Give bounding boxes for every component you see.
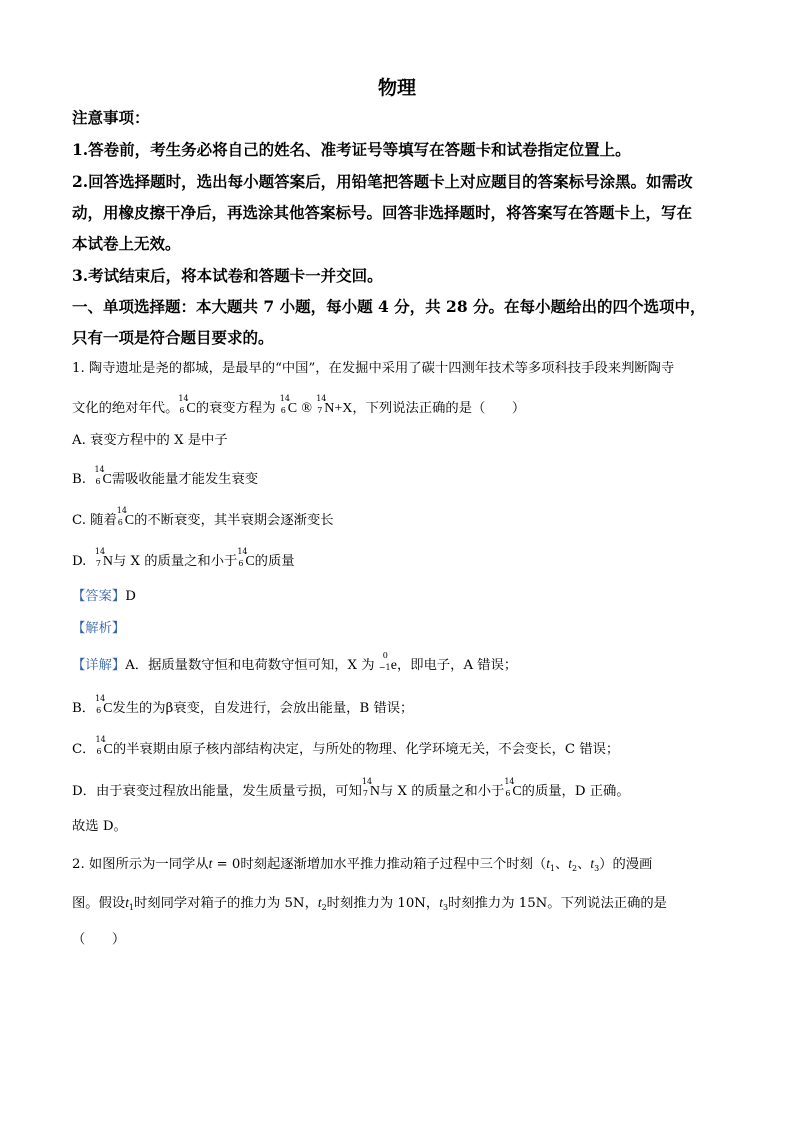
page-title: 物理 <box>377 77 416 99</box>
answer-label: 【答案】 <box>72 589 126 604</box>
carbon-14-nuclide: 14 6 <box>279 394 290 415</box>
q1-option-a: A. 衰变方程中的 X 是中子 <box>72 433 228 448</box>
notice-item-2-line-3: 本试卷上无效。 <box>72 234 181 253</box>
carbon-14-nuclide: 14 6 <box>178 394 189 415</box>
answer-value: D <box>125 589 136 604</box>
reaction-arrow: ® <box>301 401 312 416</box>
q1-detail-a: 【详解】A．据质量数守恒和电荷数守恒可知，X 为 0 −1 e，即电子，A 错误； <box>72 651 518 673</box>
q1-conclusion: 故选 D。 <box>72 819 127 834</box>
q2-stem-line-2: 图。假设$t_1$时刻同学对箱子的推力为 5N，$t_2$时刻推力为 10N，$t_3$时刻推力为 15N。下列说法正确的是 <box>72 895 667 912</box>
notice-item-2-line-1: 2.回答选择题时，选出每小题答案后，用铅笔把答题卡上对应题目的答案标号涂黑。如需改 <box>72 172 693 191</box>
notice-item-2-line-2: 动，用橡皮擦干净后，再选涂其他答案标号。回答非选择题时，将答案写在答题卡上，写在 <box>72 203 693 222</box>
section-heading-line-2: 只有一项是符合题目要求的。 <box>72 328 274 347</box>
notice-item-3: 3.考试结束后，将本试卷和答题卡一并交回。 <box>72 266 383 285</box>
section-heading-line-1: 一、单项选择题：本大题共 7 小题，每小题 4 分，共 28 分。在每小题给出的四个选项中， <box>72 297 706 316</box>
q1-analysis-label: 【解析】 <box>72 621 126 636</box>
notice-item-1: 1.答卷前，考生务必将自己的姓名、准考证号等填写在答题卡和试卷指定位置上。 <box>72 140 631 159</box>
notice-heading: 注意事项： <box>72 108 150 127</box>
q1-detail-c: C． 14 6 C的半衰期由原子核内部结构决定，与所处的物理、化学环境无关，不会变长，C 错误； <box>72 735 620 757</box>
q1-stem-line-1: 1. 陶寺遗址是尧的都城，是最早的“中国”，在发掘中采用了碳十四测年技术等多项科技手段来判断陶寺 <box>72 361 675 376</box>
q1-option-b: B. 14 6 C需吸收能量才能发生衰变 <box>72 465 259 487</box>
electron-nuclide: 0 −1 <box>378 651 391 672</box>
q1-option-c: C. 随着 14 6 C的不断衰变，其半衰期会逐渐变长 <box>72 506 334 528</box>
q1-answer <box>72 590 136 603</box>
q1-stem-line-2: 文化的绝对年代。 14 6 C的衰变方程为 14 6 C ® 14 7 N+X，下列说法正确的是（ ） <box>72 394 526 416</box>
q2-answer-bracket: （ ） <box>72 932 126 947</box>
q1-detail-d: D．由于衰变过程放出能量，发生质量亏损，可知 14 7 N与 X 的质量之和小于 14 6 C的质量，D 正确。 <box>72 777 630 799</box>
q1-option-d: D. 14 7 N与 X 的质量之和小于 14 6 C的质量 <box>72 547 295 569</box>
q1-detail-b: B． 14 6 C发生的为β衰变，自发进行，会放出能量，B 错误； <box>72 694 414 716</box>
nitrogen-14-nuclide: 14 7 <box>316 394 327 415</box>
q2-stem-line-1: 2. 如图所示为一同学从t = 0时刻起逐渐增加水平推力推动箱子过程中三个时刻（$t_1$、$t_2$、$t_3$）的漫画 <box>72 856 653 873</box>
